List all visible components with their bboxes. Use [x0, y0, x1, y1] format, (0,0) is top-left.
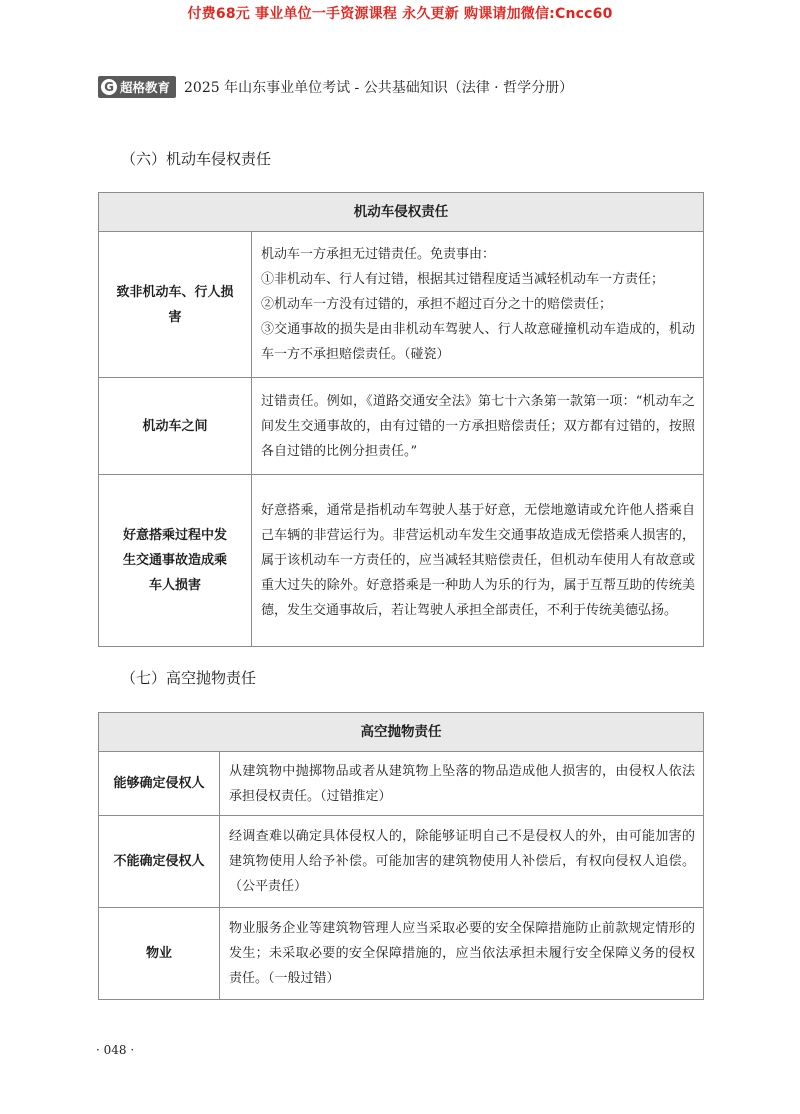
brand-logo: [98, 76, 176, 98]
row-label: 不能确定侵权人: [99, 816, 220, 908]
section-7-title: （七）高空抛物责任: [121, 669, 257, 687]
row-label: 机动车之间: [99, 378, 252, 475]
table-row: [99, 816, 704, 908]
content-line: 过错责任。例如，《道路交通安全法》第七十六条第一款第一项：“机动车之间发生交通事故的，由有过错的一方承担赔偿责任；双方都有过错的，按照各自过错的比例分担责任。”: [261, 393, 695, 459]
content-line: ②机动车一方没有过错的，承担不超过百分之十的赔偿责任；: [261, 297, 613, 312]
row-label: 物业: [99, 908, 220, 1000]
page-header: [98, 76, 573, 98]
falling-object-table: [98, 712, 704, 1000]
promo-banner: 付费68元 事业单位一手资源课程 永久更新 购课请加微信:Cncc60: [187, 6, 613, 22]
row-content: [220, 908, 704, 1000]
table-header: 机动车侵权责任: [99, 193, 704, 232]
content-line: 从建筑物中抛掷物品或者从建筑物上坠落的物品造成他人损害的，由侵权人依法承担侵权责任。（过错推定）: [229, 763, 695, 804]
content-line: ①非机动车、行人有过错，根据其过错程度适当减轻机动车一方责任；: [261, 272, 665, 287]
row-label: 能够确定侵权人: [99, 752, 220, 816]
row-content: [220, 752, 704, 816]
row-content: [252, 378, 704, 475]
table-row: [99, 475, 704, 647]
content-line: 好意搭乘，通常是指机动车驾驶人基于好意，无偿地邀请或允许他人搭乘自己车辆的非营运行为。非营运机动车发生交通事故造成无偿搭乘人损害的，属于该机动车一方责任的，应当减轻其赔偿责任，但机动车使用人有故意或重大过失的除外。好意搭乘是一种助人为乐的行为，属于互帮互助的传统美德，发生交通事故后，若让驾驶人承担全部责任，不利于传统美德弘扬。: [261, 503, 695, 618]
motor-vehicle-table: [98, 192, 704, 647]
row-content: [252, 475, 704, 647]
table-header: 高空抛物责任: [99, 713, 704, 752]
table-row: [99, 378, 704, 475]
content-line: 物业服务企业等建筑物管理人应当采取必要的安全保障措施防止前款规定情形的发生；未采取必要的安全保障措施的，应当依法承担未履行安全保障义务的侵权责任。（一般过错）: [229, 921, 695, 986]
table-row: [99, 908, 704, 1000]
content-line: 机动车一方承担无过错责任。免责事由：: [261, 247, 496, 262]
row-content: [252, 232, 704, 378]
row-content: [220, 816, 704, 908]
book-title: 2025 年山东事业单位考试 - 公共基础知识（法律 · 哲学分册）: [184, 80, 574, 96]
content-line: 经调查难以确定具体侵权人的，除能够证明自己不是侵权人的外，由可能加害的建筑物使用人给予补偿。可能加害的建筑物使用人补偿后，有权向侵权人追偿。（公平责任）: [229, 829, 695, 894]
row-label: 致非机动车、行人损害: [99, 232, 252, 378]
logo-icon: G: [101, 79, 117, 95]
logo-text: 超格教育: [120, 80, 171, 95]
row-label: 好意搭乘过程中发生交通事故造成乘车人损害: [99, 475, 252, 647]
section-6-title: （六）机动车侵权责任: [121, 150, 272, 168]
content-line: ③交通事故的损失是由非机动车驾驶人、行人故意碰撞机动车造成的，机动车一方不承担赔偿责任。（碰瓷）: [261, 322, 695, 362]
page-number: · 048 ·: [96, 1043, 135, 1057]
table-row: [99, 752, 704, 816]
table-row: [99, 232, 704, 378]
